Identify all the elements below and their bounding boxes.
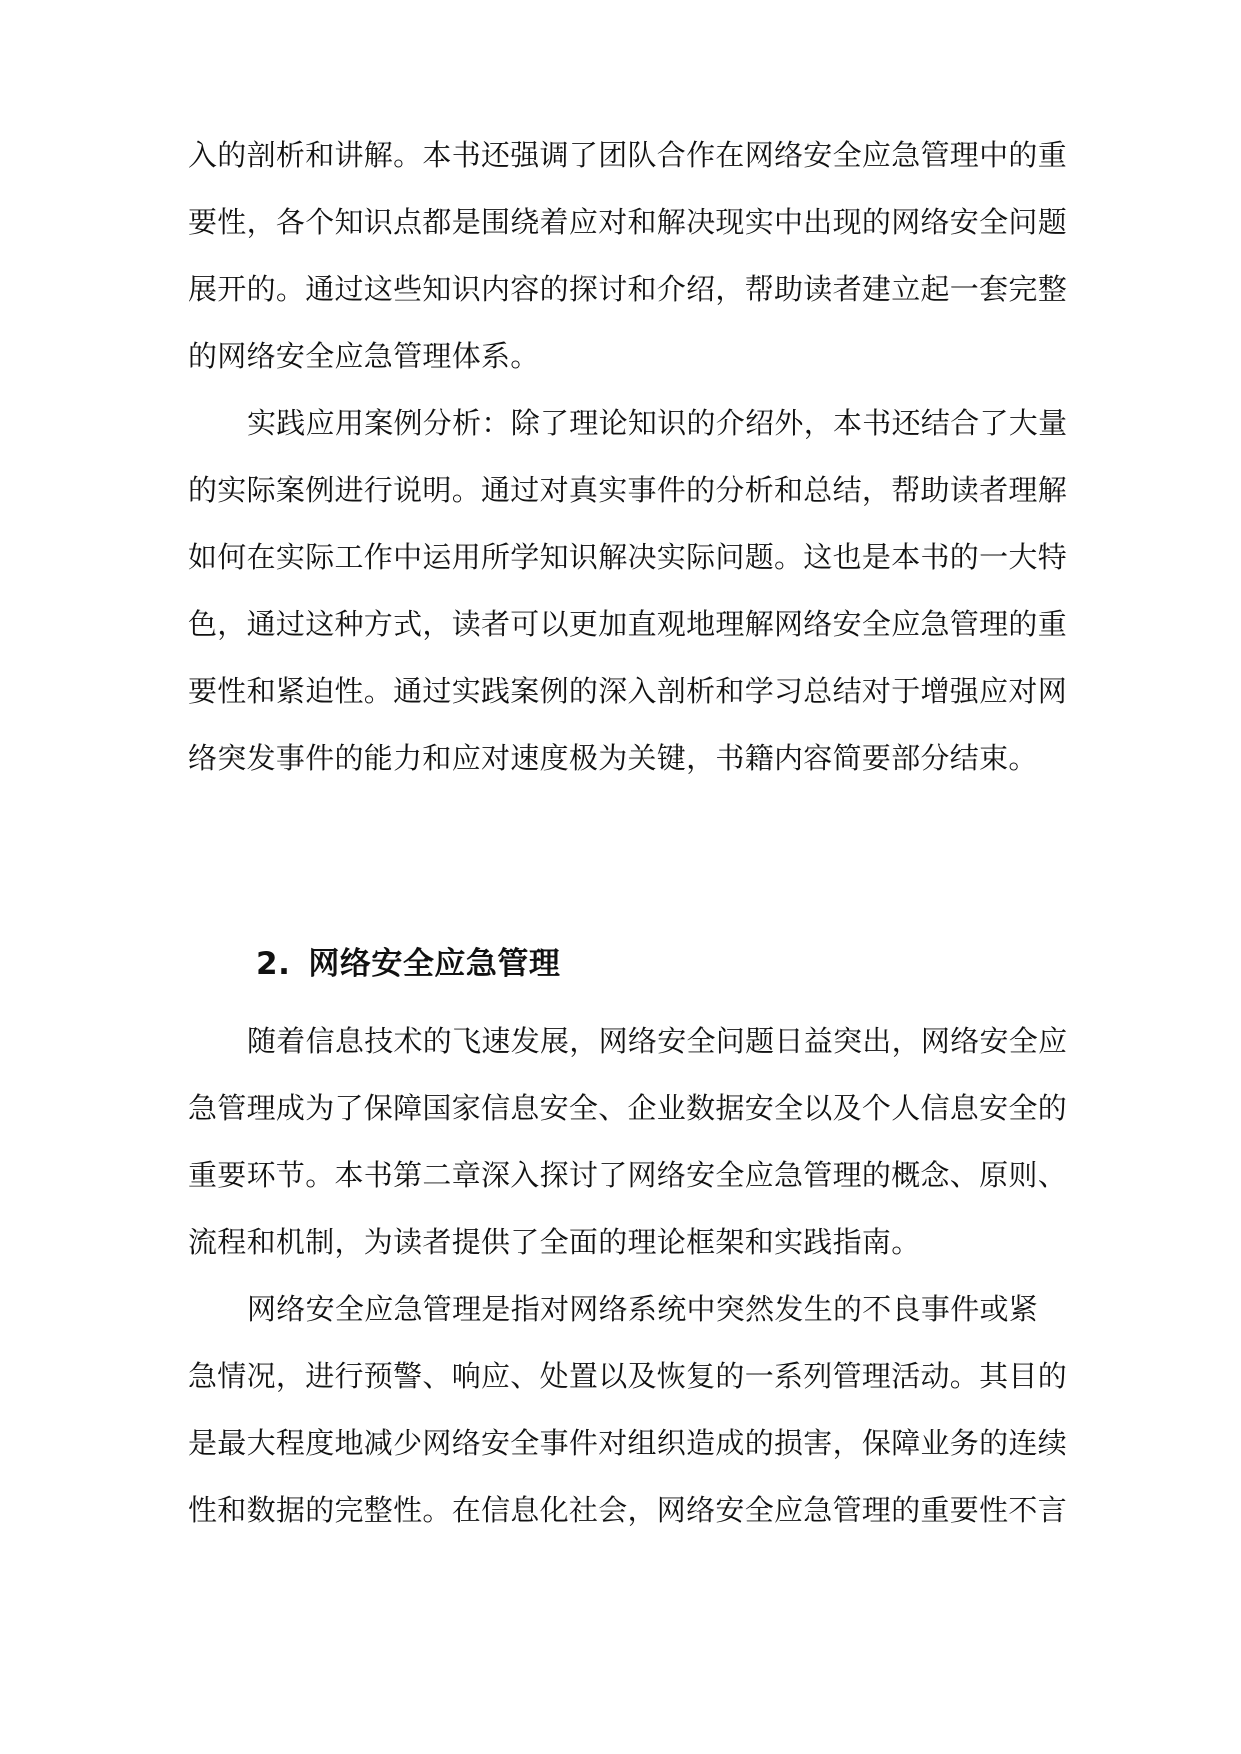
text-line: 急情况，进行预警、响应、处置以及恢复的一系列管理活动。其目的	[188, 1359, 1068, 1393]
section-heading	[256, 944, 560, 984]
section-number: 2.	[256, 946, 291, 982]
text-line: 要性，各个知识点都是围绕着应对和解决现实中出现的网络安全问题	[188, 205, 1068, 239]
text-line: 重要环节。本书第二章深入探讨了网络安全应急管理的概念、原则、	[188, 1158, 1068, 1192]
text-line: 网络安全应急管理是指对网络系统中突然发生的不良事件或紧	[247, 1292, 1039, 1326]
text-line: 的网络安全应急管理体系。	[188, 339, 540, 373]
section-title: 网络安全应急管理	[308, 946, 561, 982]
text-line: 入的剖析和讲解。本书还强调了团队合作在网络安全应急管理中的重	[188, 138, 1068, 172]
text-line: 络突发事件的能力和应对速度极为关键，书籍内容简要部分结束。	[188, 741, 1038, 775]
text-line: 性和数据的完整性。在信息化社会，网络安全应急管理的重要性不言	[188, 1493, 1068, 1527]
text-line: 急管理成为了保障国家信息安全、企业数据安全以及个人信息安全的	[188, 1091, 1068, 1125]
text-line: 色，通过这种方式，读者可以更加直观地理解网络安全应急管理的重	[188, 607, 1068, 641]
text-line: 随着信息技术的飞速发展，网络安全问题日益突出，网络安全应	[247, 1024, 1068, 1058]
text-line: 流程和机制，为读者提供了全面的理论框架和实践指南。	[188, 1225, 921, 1259]
text-line: 是最大程度地减少网络安全事件对组织造成的损害，保障业务的连续	[188, 1426, 1068, 1460]
text-line: 如何在实际工作中运用所学知识解决实际问题。这也是本书的一大特	[188, 540, 1068, 574]
text-line: 的实际案例进行说明。通过对真实事件的分析和总结，帮助读者理解	[188, 473, 1068, 507]
text-line: 展开的。通过这些知识内容的探讨和介绍，帮助读者建立起一套完整	[188, 272, 1068, 306]
text-line: 实践应用案例分析：除了理论知识的介绍外，本书还结合了大量	[247, 406, 1068, 440]
text-line: 要性和紧迫性。通过实践案例的深入剖析和学习总结对于增强应对网	[188, 674, 1068, 708]
